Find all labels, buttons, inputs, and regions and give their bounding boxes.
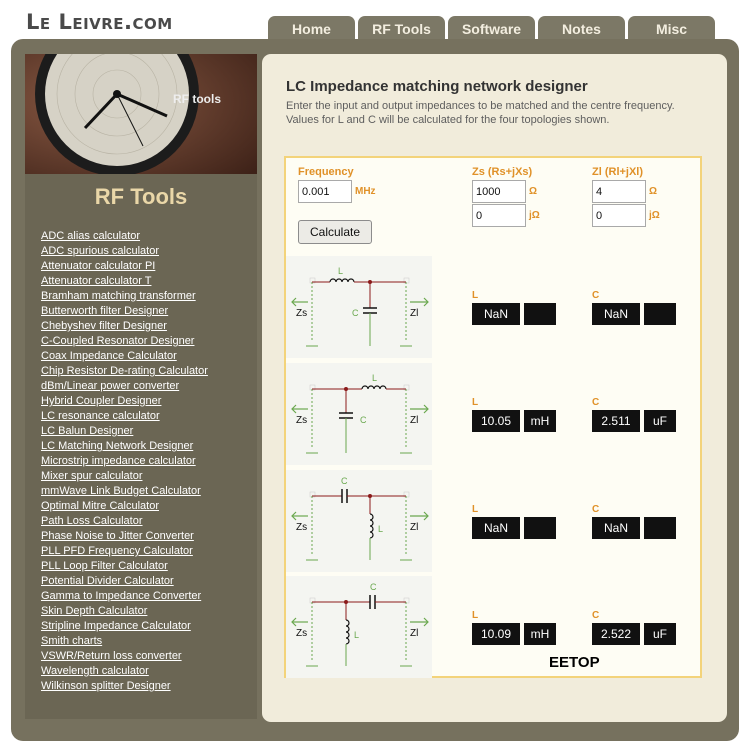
- site-logo-text: Le Leivre.com: [26, 10, 173, 34]
- sidebar-link[interactable]: Potential Divider Calculator: [41, 575, 174, 587]
- main-content: [262, 54, 727, 722]
- tab-notes[interactable]: Notes: [538, 16, 625, 42]
- l-label: L: [472, 290, 479, 301]
- page-title: LC Impedance matching network designer: [286, 78, 588, 95]
- zs-real-unit: Ω: [529, 186, 538, 197]
- zs-imag-unit: jΩ: [529, 210, 540, 221]
- sidebar-link[interactable]: Wilkinson splitter Designer: [41, 680, 171, 692]
- zl-real-unit: Ω: [649, 186, 658, 197]
- l-value: NaN: [472, 517, 520, 539]
- clock-icon: [25, 54, 257, 174]
- sidebar-link-item: [41, 634, 208, 649]
- sidebar-link[interactable]: LC Balun Designer: [41, 425, 134, 437]
- c-label: C: [592, 397, 600, 408]
- svg-text:C: C: [352, 308, 359, 318]
- sidebar-link-item: [41, 424, 208, 439]
- sidebar-link[interactable]: VSWR/Return loss converter: [41, 650, 182, 662]
- sidebar-link-item: [41, 514, 208, 529]
- svg-text:L: L: [354, 630, 360, 640]
- sidebar-link[interactable]: mmWave Link Budget Calculator: [41, 485, 201, 497]
- zl-label: Zl (Rl+jXl): [592, 166, 644, 178]
- sidebar-link-item: [41, 439, 208, 454]
- sidebar-link-item: [41, 454, 208, 469]
- c-value: 2.511: [592, 410, 640, 432]
- tab-rf-tools[interactable]: RF Tools: [358, 16, 445, 42]
- sidebar-link[interactable]: Microstrip impedance calculator: [41, 455, 196, 467]
- sidebar-link-item: [41, 319, 208, 334]
- sidebar-link-item: [41, 664, 208, 679]
- sidebar-link-item: [41, 589, 208, 604]
- svg-text:L: L: [378, 524, 384, 534]
- l-unit: mH: [524, 410, 556, 432]
- sidebar-link[interactable]: Attenuator calculator PI: [41, 260, 156, 272]
- zl-imag-unit: jΩ: [649, 210, 660, 221]
- sidebar-link[interactable]: PLL PFD Frequency Calculator: [41, 545, 193, 557]
- circuit-panel: [286, 470, 432, 572]
- c-unit: uF: [644, 410, 676, 432]
- sidebar-link[interactable]: Chip Resistor De-rating Calculator: [41, 365, 208, 377]
- circuit-panel: [286, 256, 432, 358]
- sidebar-link-item: [41, 604, 208, 619]
- sidebar: [25, 54, 257, 719]
- circuit-diagram-icon: [286, 256, 432, 358]
- svg-text:C: C: [370, 582, 377, 592]
- svg-text:L: L: [338, 266, 344, 276]
- sidebar-link[interactable]: Phase Noise to Jitter Converter: [41, 530, 194, 542]
- svg-text:L: L: [372, 373, 378, 383]
- sidebar-link[interactable]: Optimal Mitre Calculator: [41, 500, 159, 512]
- zl-real-input[interactable]: [592, 180, 646, 203]
- circuit-diagram-icon: [286, 576, 432, 678]
- circuit-panel: [286, 576, 432, 678]
- sidebar-link-item: [41, 529, 208, 544]
- c-label: C: [592, 290, 600, 301]
- sidebar-link-item: [41, 349, 208, 364]
- sidebar-link[interactable]: Bramham matching transformer: [41, 290, 196, 302]
- sidebar-link[interactable]: Stripline Impedance Calculator: [41, 620, 191, 632]
- sidebar-link[interactable]: Attenuator calculator T: [41, 275, 152, 287]
- sidebar-link[interactable]: Gamma to Impedance Converter: [41, 590, 202, 602]
- tab-misc[interactable]: Misc: [628, 16, 715, 42]
- svg-text:Zl: Zl: [410, 628, 419, 639]
- sidebar-link[interactable]: Coax Impedance Calculator: [41, 350, 177, 362]
- sidebar-link-item: [41, 484, 208, 499]
- sidebar-link-item: [41, 619, 208, 634]
- sidebar-link-item: [41, 544, 208, 559]
- sidebar-link-item: [41, 559, 208, 574]
- svg-text:Zs: Zs: [296, 522, 308, 533]
- sidebar-link[interactable]: PLL Loop Filter Calculator: [41, 560, 168, 572]
- calculator-form: [284, 156, 702, 678]
- l-value: NaN: [472, 303, 520, 325]
- sidebar-link[interactable]: Butterworth filter Designer: [41, 305, 169, 317]
- zs-imag-input[interactable]: [472, 204, 526, 227]
- l-unit: [524, 517, 556, 539]
- circuit-diagram-icon: [286, 470, 432, 572]
- l-unit: mH: [524, 623, 556, 645]
- svg-text:C: C: [341, 476, 348, 486]
- l-value: 10.05: [472, 410, 520, 432]
- svg-text:C: C: [360, 415, 367, 425]
- sidebar-link[interactable]: Mixer spur calculator: [41, 470, 143, 482]
- sidebar-link[interactable]: Path Loss Calculator: [41, 515, 143, 527]
- sidebar-link-item: [41, 499, 208, 514]
- sidebar-link-item: [41, 259, 208, 274]
- frequency-input[interactable]: [298, 180, 352, 203]
- svg-text:Zs: Zs: [296, 415, 308, 426]
- calculate-button[interactable]: Calculate: [298, 220, 372, 244]
- zs-real-input[interactable]: [472, 180, 526, 203]
- l-value: 10.09: [472, 623, 520, 645]
- sidebar-link[interactable]: C-Coupled Resonator Designer: [41, 335, 195, 347]
- page-description: Enter the input and output impedances to be matched and the centre frequency. Values for L and C will be calculated for the four topologies shown.: [286, 100, 675, 126]
- hero-image: [25, 54, 257, 174]
- sidebar-title: RF Tools: [94, 184, 188, 209]
- sidebar-link-item: [41, 649, 208, 664]
- svg-text:Zl: Zl: [410, 522, 419, 533]
- svg-text:Zs: Zs: [296, 628, 308, 639]
- sidebar-link-item: [41, 574, 208, 589]
- l-label: L: [472, 504, 479, 515]
- frequency-unit: MHz: [355, 186, 376, 197]
- sidebar-link-item: [41, 679, 208, 694]
- sidebar-link-item: [41, 409, 208, 424]
- l-label: L: [472, 610, 479, 621]
- frequency-label: Frequency: [298, 166, 354, 178]
- sidebar-link[interactable]: LC resonance calculator: [41, 410, 160, 422]
- sidebar-link-item: [41, 334, 208, 349]
- c-unit: [644, 303, 676, 325]
- circuit-diagram-icon: [286, 363, 432, 465]
- l-label: L: [472, 397, 479, 408]
- svg-text:Zs: Zs: [296, 308, 308, 319]
- watermark: EETOP: [549, 654, 600, 671]
- sidebar-link[interactable]: dBm/Linear power converter: [41, 380, 180, 392]
- sidebar-link[interactable]: Skin Depth Calculator: [41, 605, 148, 617]
- sidebar-link-item: [41, 469, 208, 484]
- l-unit: [524, 303, 556, 325]
- sidebar-link-item: [41, 244, 208, 259]
- sidebar-links: [41, 229, 208, 694]
- circuit-panel: [286, 363, 432, 465]
- tab-software[interactable]: Software: [448, 16, 535, 42]
- svg-text:Zl: Zl: [410, 308, 419, 319]
- c-label: C: [592, 610, 600, 621]
- c-unit: [644, 517, 676, 539]
- sidebar-link[interactable]: Wavelength calculator: [41, 665, 149, 677]
- sidebar-link-item: [41, 394, 208, 409]
- sidebar-link[interactable]: Smith charts: [41, 635, 103, 647]
- sidebar-link-item: [41, 229, 208, 244]
- c-value: NaN: [592, 303, 640, 325]
- hero-label: RF tools: [173, 92, 221, 106]
- sidebar-link-item: [41, 364, 208, 379]
- sidebar-link[interactable]: Hybrid Coupler Designer: [41, 395, 162, 407]
- c-value: 2.522: [592, 623, 640, 645]
- sidebar-link-item: [41, 274, 208, 289]
- svg-text:Zl: Zl: [410, 415, 419, 426]
- sidebar-link[interactable]: ADC spurious calculator: [41, 245, 159, 257]
- site-logo[interactable]: [26, 10, 173, 34]
- c-value: NaN: [592, 517, 640, 539]
- sidebar-link-item: [41, 289, 208, 304]
- zl-imag-input[interactable]: [592, 204, 646, 227]
- sidebar-link[interactable]: Chebyshev filter Designer: [41, 320, 167, 332]
- c-label: C: [592, 504, 600, 515]
- sidebar-link-item: [41, 304, 208, 319]
- sidebar-link[interactable]: LC Matching Network Designer: [41, 440, 194, 452]
- c-unit: uF: [644, 623, 676, 645]
- sidebar-link-item: [41, 379, 208, 394]
- zs-label: Zs (Rs+jXs): [472, 166, 533, 178]
- sidebar-link[interactable]: ADC alias calculator: [41, 230, 141, 242]
- tab-home[interactable]: Home: [268, 16, 355, 42]
